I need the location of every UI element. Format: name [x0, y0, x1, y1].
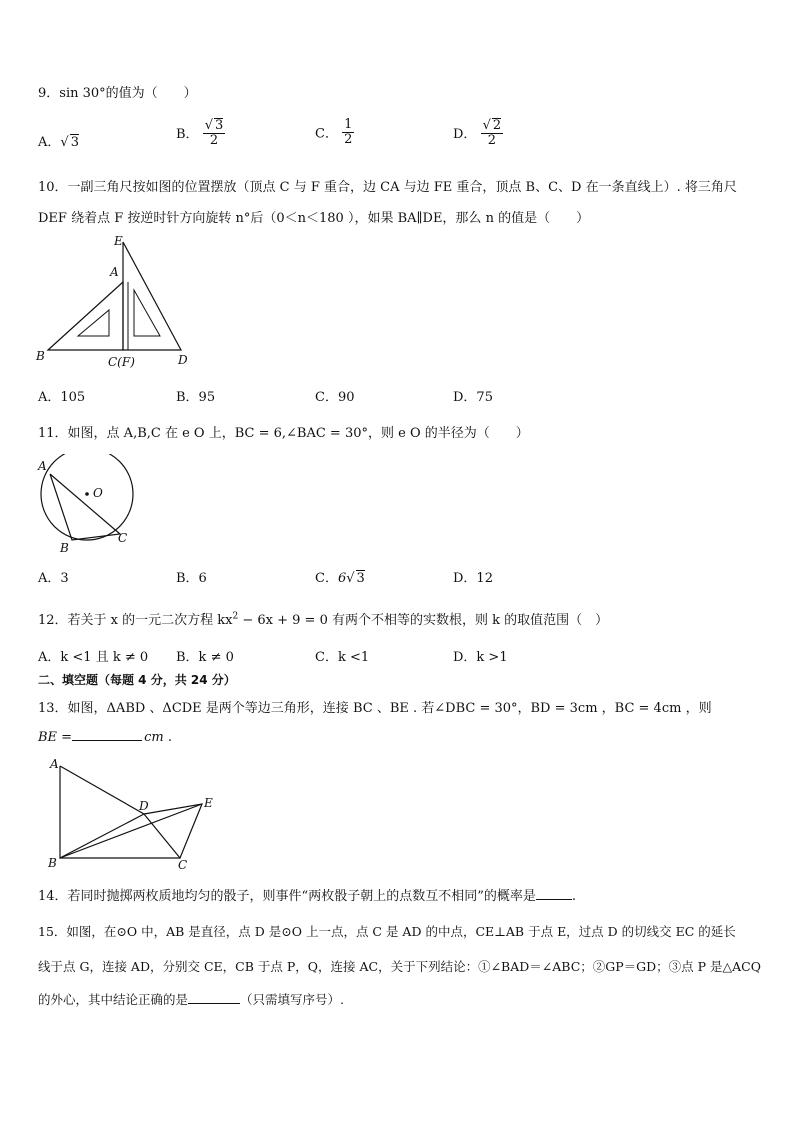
label-b: B: [36, 349, 45, 363]
label-cf: C(F): [108, 355, 135, 369]
q12-option-b: B．k ≠ 0: [176, 650, 234, 665]
q10-line1: 10．一副三角尺按如图的位置摆放（顶点 C 与 F 重合，边 CA 与边 FE 重合，顶点 B、C、D 在一条直线上）. 将三角尺: [38, 180, 737, 195]
q11-option-c: C．6√ 3: [315, 571, 365, 586]
center-point: [85, 492, 89, 496]
label-a: A: [50, 757, 59, 771]
q10-figure: [32, 232, 197, 372]
triangle-def: [123, 242, 181, 350]
label-c: C: [178, 858, 188, 872]
label-d: D: [139, 799, 149, 813]
q13-line1: 13．如图，ΔABD 、ΔCDE 是两个等边三角形，连接 BC 、BE . 若∠DBC = 30°，BD = 3cm ，BC = 4cm ，则: [38, 701, 712, 716]
q9-stem: 9．sin 30°的值为（ ）: [38, 86, 197, 101]
section-heading: 二、填空题（每题 4 分，共 24 分）: [38, 673, 236, 687]
q12-option-a: A．k <1 且 k ≠ 0: [38, 650, 149, 665]
circle-o: [41, 454, 133, 540]
q13-line2: BE = cm .: [38, 730, 172, 745]
q14-stem: 14．若同时抛掷两枚质地均匀的骰子，则事件“两枚骰子朝上的点数互不相同”的概率是 .: [38, 889, 576, 904]
segment-be: [60, 804, 202, 858]
triangle-abc: [48, 282, 123, 350]
label-a: A: [110, 265, 119, 279]
q11-option-d: D．12: [453, 571, 493, 586]
q15-line1: 15．如图，在⊙O 中，AB 是直径，点 D 是⊙O 上一点，点 C 是 AD 的中点，CE⊥AB 于点 E，过点 D 的切线交 EC 的延长: [38, 924, 736, 939]
q11-option-b: B．6: [176, 571, 207, 586]
q10-line2: DEF 绕着点 F 按逆时针方向旋转 n°后（0＜n＜180 ），如果 BA∥DE，那么 n 的值是（ ）: [38, 211, 590, 226]
q12-option-d: D．k >1: [453, 650, 508, 665]
q9-option-a: A．√ 3: [38, 135, 79, 150]
label-b: B: [48, 856, 57, 870]
q9-option-d: D． $\frac{√ 2}{2}$: [453, 118, 502, 148]
q11-stem: 11．如图，点 A,B,C 在 e O 上，BC = 6,∠BAC = 30°，则 e O 的半径为（ ）: [38, 426, 529, 441]
label-e: E: [114, 234, 123, 248]
q15-line2: 线于点 G，连接 AD，分别交 CE，CB 于点 P，Q，连接 AC，关于下列结论：①∠BAD＝∠ABC；②GP＝GD；③点 P 是△ACQ: [38, 959, 761, 974]
q9-option-b: B． $\frac{√ 3}{2}$: [176, 118, 224, 148]
q11-figure: [34, 454, 144, 554]
triangle-abc: [50, 474, 120, 540]
triangle-abc-inner: [78, 310, 109, 336]
q13-figure: [44, 756, 224, 874]
label-a: A: [38, 459, 47, 473]
triangle-def-inner: [134, 290, 160, 336]
q15-line3: 的外心，其中结论正确的是 （只需填写序号）.: [38, 992, 344, 1007]
q10-option-c: C．90: [315, 390, 355, 405]
q10-option-a: A．105: [38, 390, 86, 405]
q10-option-b: B．95: [176, 390, 216, 405]
q12-option-c: C．k <1: [315, 650, 370, 665]
triangle-cde: [144, 804, 202, 858]
label-d: D: [178, 353, 188, 367]
label-o: O: [93, 486, 103, 500]
q10-option-d: D．75: [453, 390, 493, 405]
label-b: B: [60, 541, 69, 554]
label-c: C: [118, 531, 128, 545]
q12-stem: 12．若关于 x 的一元二次方程 $kx^2 - 6x + 9 = 0$ 有两个不相等的实数根，则 k 的取值范围（ ）: [38, 611, 609, 628]
q11-option-a: A．3: [38, 571, 69, 586]
q9-option-c: C． $\frac{1}{2}$: [315, 117, 353, 147]
label-e: E: [204, 796, 213, 810]
triangle-abd: [60, 766, 144, 858]
